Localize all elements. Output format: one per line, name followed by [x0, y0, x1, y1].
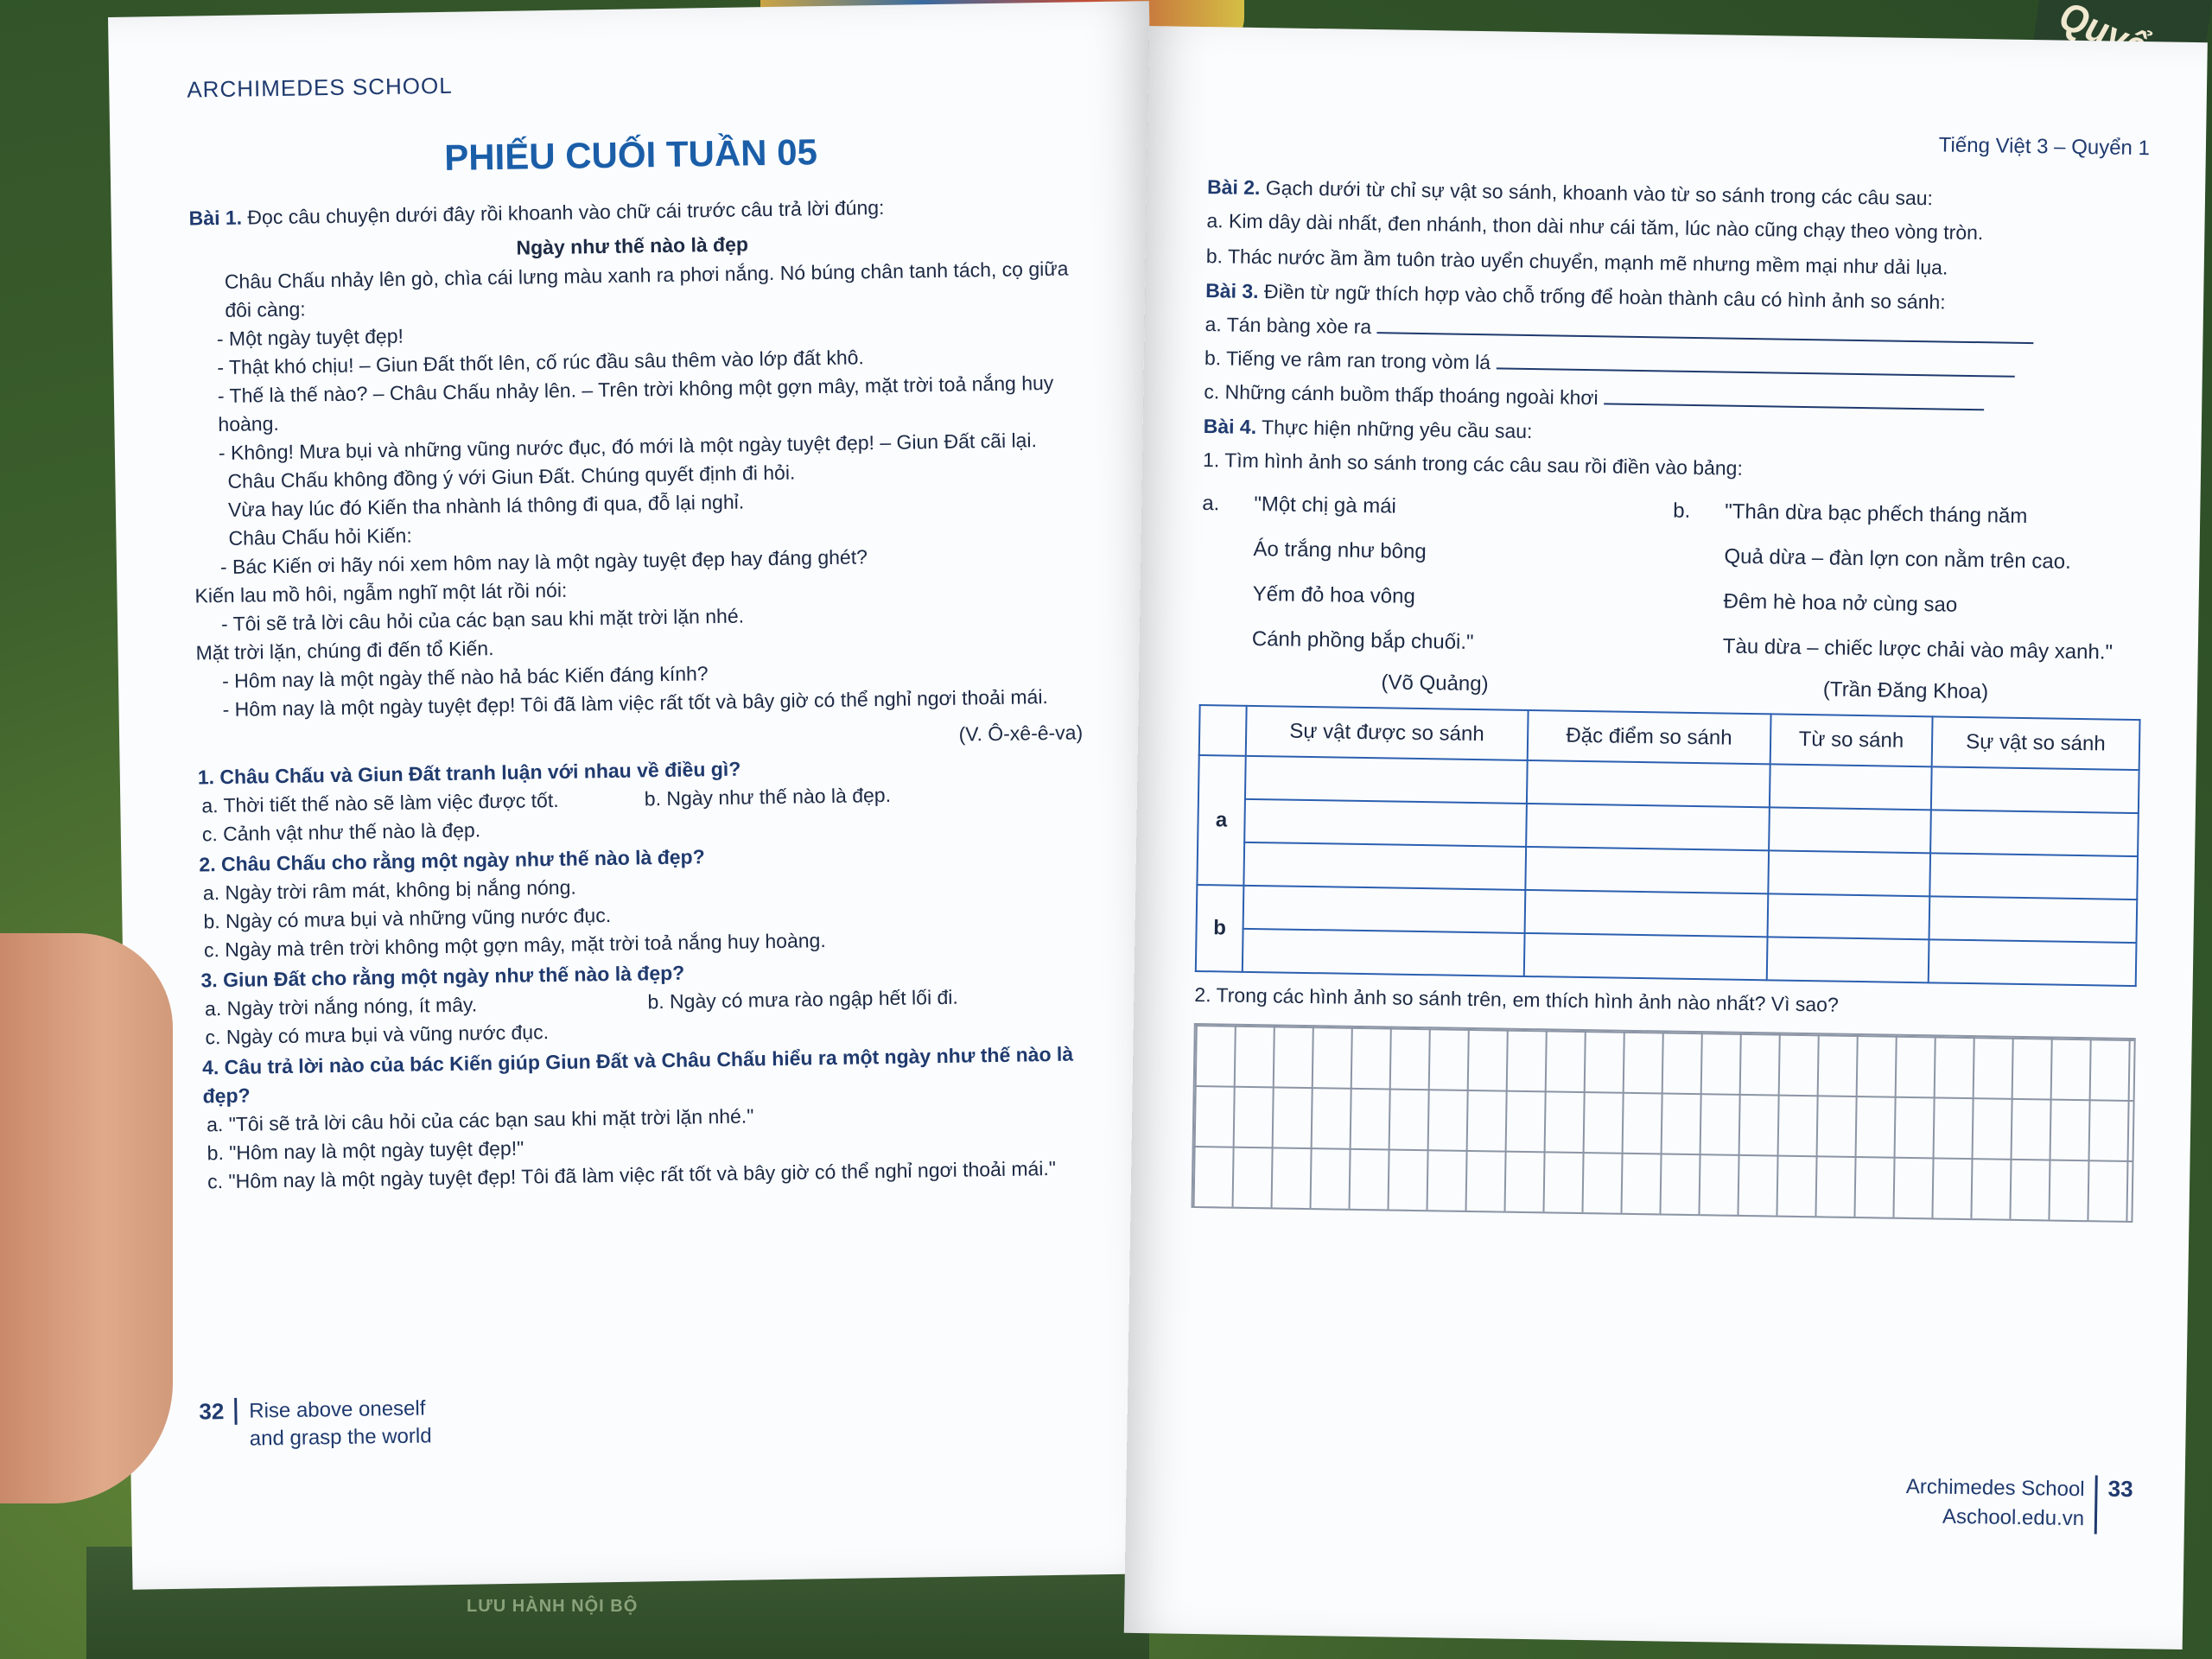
story-line: - Tôi sẽ trả lời câu hỏi của các bạn sau khi mặt trời lặn nhé.	[220, 604, 745, 636]
answer-option[interactable]: a. Thời tiết thế nào sẽ làm việc được tốt.	[201, 788, 559, 817]
left-page	[108, 1, 1173, 1590]
table-corner	[1199, 705, 1247, 756]
table-cell[interactable]	[1527, 760, 1770, 807]
poem-line: "Một chị gà mái	[1254, 492, 1397, 518]
answer-option[interactable]: c. "Hôm nay là một ngày tuyệt đẹp! Tôi đã làm việc rất tốt và bây giờ có thể nghỉ ngơi thoải mái."	[207, 1156, 1057, 1193]
poem-authors	[1199, 668, 2141, 707]
question-text: 2. Châu Chấu cho rằng một ngày như thế nào là đẹp?	[199, 845, 705, 876]
exercise-label: Bài 4.	[1203, 415, 1257, 439]
answer-option[interactable]: a. "Tôi sẽ trả lời câu hỏi của các bạn sau khi mặt trời lặn nhé."	[206, 1104, 754, 1136]
story-line: - Bác Kiến ơi hãy nói xem hôm nay là một ngày tuyệt đẹp hay đáng ghét?	[219, 545, 868, 579]
story-title: Ngày như thế nào là đẹp	[516, 232, 749, 259]
poem-b	[1722, 490, 2144, 677]
motto	[249, 1395, 432, 1452]
exercise-instruction: Thực hiện những yêu cầu sau:	[1261, 416, 1533, 443]
story-line: Vừa hay lúc đó Kiến tha nhành lá thông đi qua, đỗ lại nghỉ.	[227, 490, 745, 521]
answer-option[interactable]: b. "Hôm nay là một ngày tuyệt đẹp!"	[207, 1136, 524, 1165]
poem-label: a.	[1202, 492, 1220, 516]
poem-line: Đêm hè hoa nở cùng sao	[1723, 589, 1958, 617]
table-cell[interactable]	[1524, 933, 1768, 980]
story-text	[190, 254, 1083, 724]
row-label: a	[1197, 755, 1245, 886]
worksheet-title: PHIẾU CUỐI TUẦN 05	[443, 131, 818, 178]
story-line: Kiến lau mồ hôi, ngẫm nghĩ một lát rồi nói:	[194, 578, 568, 607]
row-label: b	[1196, 885, 1244, 972]
table-cell[interactable]	[1526, 804, 1770, 850]
fill-blank-line[interactable]	[1377, 313, 2034, 344]
fill-blank-prompt: b. Tiếng ve râm ran trong vòm lá	[1204, 346, 1491, 374]
story-line: Châu Chấu không đồng ý với Giun Đất. Chúng quyết định đi hỏi.	[227, 461, 796, 493]
table-cell[interactable]	[1768, 850, 1929, 896]
table-header: Sự vật so sánh	[1931, 716, 2139, 770]
poem-label: b.	[1673, 499, 1691, 523]
fill-blank-line[interactable]	[1604, 384, 1984, 410]
poem-line: "Thân dừa bạc phếch tháng năm	[1725, 499, 2028, 529]
table-header: Đặc điểm so sánh	[1527, 710, 1770, 764]
story-line: - Hôm nay là một ngày tuyệt đẹp! Tôi đã làm việc rất tốt và bây giờ có thể nghỉ ngơi thoải mái.	[222, 685, 1049, 721]
question-text: 4. Câu trả lời nào của bác Kiến giúp Giun Đất và Châu Chấu hiểu ra một ngày như thế nào là đẹp?	[201, 1042, 1074, 1108]
page-number: 33	[2107, 1475, 2133, 1503]
table-cell[interactable]	[1768, 893, 1929, 939]
exercise-item: 2. Trong các hình ảnh so sánh trên, em thích hình ảnh nào nhất? Vì sao?	[1194, 982, 1839, 1016]
hand	[0, 933, 173, 1503]
table-cell[interactable]	[1244, 799, 1526, 847]
story-line: Mặt trời lặn, chúng đi đến tổ Kiến.	[195, 637, 494, 664]
answer-option[interactable]: a. Ngày trời râm mát, không bị nắng nóng.	[202, 875, 576, 905]
answer-option[interactable]: c. Ngày mà trên trời không một gợn mây, mặt trời toả nắng huy hoàng.	[203, 929, 826, 962]
table-cell[interactable]	[1928, 939, 2136, 986]
answer-option[interactable]: b. Ngày như thế nào là đẹp.	[644, 783, 892, 810]
table-cell[interactable]	[1243, 842, 1525, 890]
answer-option[interactable]: b. Ngày có mưa rào ngập hết lối đi.	[647, 985, 958, 1014]
poem-author: (Trần Đăng Khoa)	[1822, 677, 1989, 704]
motto-line: Rise above oneself	[249, 1396, 426, 1423]
table-cell[interactable]	[1245, 756, 1527, 804]
exercise-item: 1. Tìm hình ảnh so sánh trong các câu sau rồi điền vào bảng:	[1202, 448, 1744, 480]
exercise-label: Bài 1.	[188, 206, 243, 230]
story-line: Châu Chấu hỏi Kiến:	[228, 524, 412, 550]
answer-option[interactable]: a. Ngày trời nắng nóng, ít mây.	[204, 993, 478, 1020]
story-author: (V. Ô-xê-ê-va)	[958, 721, 1084, 746]
school-website: Aschool.edu.vn	[1942, 1504, 2085, 1531]
left-footer	[199, 1395, 432, 1453]
poem-line: Quả dừa – đàn lợn con nằm trên cao.	[1724, 544, 2071, 574]
writing-grid[interactable]	[1192, 1023, 2136, 1223]
fill-blank-prompt: a. Tán bàng xòe ra	[1205, 313, 1372, 339]
exercise-instruction: Đọc câu chuyện dưới đây rồi khoanh vào chữ cái trước câu trả lời đúng:	[247, 195, 885, 229]
exercise-label: Bài 3.	[1205, 279, 1259, 303]
table-cell[interactable]	[1243, 886, 1525, 933]
fill-blank-line[interactable]	[1496, 348, 2014, 377]
table-cell[interactable]	[1525, 847, 1769, 893]
table-cell[interactable]	[1930, 810, 2139, 856]
table-header: Từ so sánh	[1770, 714, 1933, 766]
exercise-1-heading	[188, 189, 1074, 232]
table-cell[interactable]	[1767, 937, 1929, 982]
question-text: 3. Giun Đất cho rằng một ngày như thế nào là đẹp?	[200, 961, 685, 992]
answer-option[interactable]: c. Cảnh vật như thế nào là đẹp.	[201, 818, 481, 846]
exercise-item: a. Kim dây dài nhất, đen nhánh, thon dài như cái tăm, lúc nào cũng chạy theo vòng tròn.	[1206, 209, 1984, 245]
table-cell[interactable]	[1524, 890, 1768, 937]
poem-line: Tàu dừa – chiếc lược chải vào mây xanh."	[1722, 634, 2113, 664]
school-name: ARCHIMEDES SCHOOL	[187, 72, 453, 103]
answer-option[interactable]: b. Ngày có mưa bụi và những vũng nước đục.	[203, 903, 612, 933]
poem-line: Cánh phồng bắp chuối."	[1251, 626, 1474, 654]
motto-line: and grasp the world	[249, 1424, 432, 1451]
page-number: 32	[199, 1398, 237, 1426]
exercise-item: b. Thác nước ầm ầm tuôn trào uyển chuyển, mạnh mẽ nhưng mềm mại như dải lụa.	[1205, 245, 1948, 279]
subject-header: Tiếng Việt 3 – Quyển 1	[1938, 133, 2151, 161]
answer-option[interactable]: c. Ngày có mưa bụi và vũng nước đục.	[205, 1020, 550, 1049]
comparison-table	[1195, 704, 2141, 987]
right-footer	[1905, 1472, 2133, 1535]
exercise-instruction: Điền từ ngữ thích hợp vào chỗ trống để hoàn thành câu có hình ảnh so sánh:	[1263, 280, 1946, 314]
table-header: Sự vật được so sánh	[1246, 706, 1529, 760]
exercise-label: Bài 2.	[1206, 175, 1261, 200]
fill-blank-prompt: c. Những cánh buồm thấp thoáng ngoài khơi	[1204, 380, 1599, 410]
story-line: Châu Chấu nhảy lên gò, chìa cái lưng màu xanh ra phơi nắng. Nó búng chân tanh tách, cọ giữa đôi càng:	[224, 257, 1069, 321]
story-line: - Thật khó chịu! – Giun Đất thốt lên, cố rúc đầu sâu thêm vào lớp đất khô.	[217, 346, 865, 379]
poem-a	[1251, 482, 1673, 669]
question-text: 1. Châu Chấu và Giun Đất tranh luận với nhau về điều gì?	[197, 757, 741, 789]
exercise-instruction: Gạch dưới từ chỉ sự vật so sánh, khoanh vào từ so sánh trong các câu sau:	[1265, 176, 1934, 210]
story-line: - Một ngày tuyệt đẹp!	[216, 324, 404, 351]
school-info	[1905, 1472, 2098, 1534]
school-footer-name: Archimedes School	[1905, 1474, 2085, 1502]
story-line: - Không! Mưa bụi và những vũng nước đục, đó mới là một ngày tuyệt đẹp! – Giun Đất cãi lại.	[218, 429, 1038, 465]
right-page	[1124, 26, 2208, 1649]
story-line: - Thế là thế nào? – Châu Chấu nhảy lên. – Trên trời không một gợn mây, mặt trời toả nắng huy hoàng.	[217, 371, 1054, 436]
bottom-label: LƯU HÀNH NỘI BỘ	[467, 1597, 639, 1616]
table-cell[interactable]	[1769, 807, 1930, 853]
poems	[1199, 481, 2144, 676]
table-cell[interactable]	[1931, 766, 2139, 813]
poem-line: Yếm đỏ hoa vông	[1252, 582, 1416, 608]
table-cell[interactable]	[1243, 929, 1524, 976]
poem-author: (Võ Quảng)	[1381, 671, 1489, 696]
story-line: - Hôm nay là một ngày thế nào hả bác Kiến đáng kính?	[221, 662, 709, 693]
table-cell[interactable]	[1929, 853, 2138, 899]
table-cell[interactable]	[1770, 764, 1931, 810]
table-cell[interactable]	[1929, 896, 2137, 943]
poem-line: Áo trắng như bông	[1253, 537, 1427, 564]
